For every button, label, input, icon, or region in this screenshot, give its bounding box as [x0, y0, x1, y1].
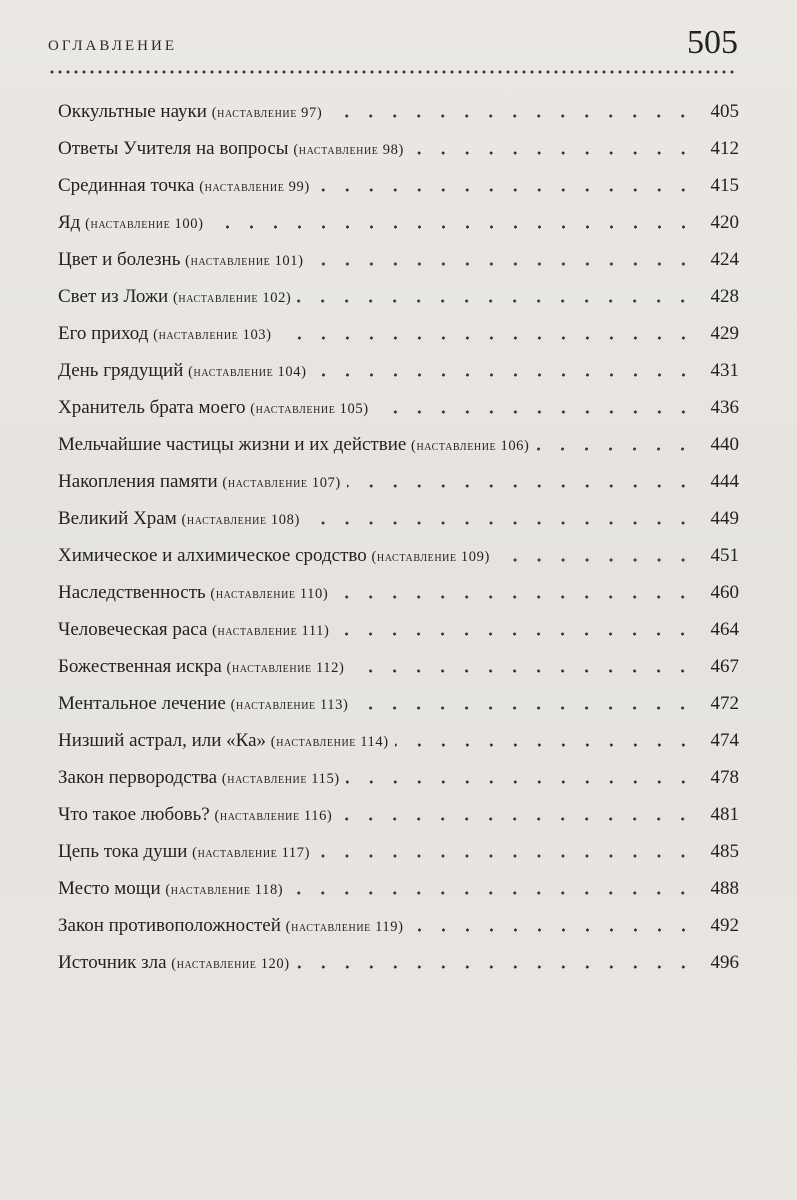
toc-entry-note: (наставление 119) [285, 919, 404, 935]
toc-entry-note: (наставление 120) [171, 956, 290, 972]
toc-entry-title [58, 352, 309, 391]
dotted-header-rule [48, 70, 738, 74]
toc-entry-page: 478 [710, 767, 739, 788]
running-head [48, 24, 738, 70]
dot-leader [316, 854, 695, 858]
toc-entry-note: (наставление 105) [250, 401, 369, 417]
toc-entry [58, 389, 739, 426]
toc-entry-page: 467 [710, 656, 739, 677]
toc-entry-title-text: Закон противоположностей [58, 915, 281, 936]
dot-leader [535, 447, 695, 451]
toc-entry-note: (наставление 115) [221, 771, 340, 787]
toc-entry-page: 449 [710, 508, 739, 529]
toc-entry-title-text: Его приход [58, 323, 149, 344]
toc-entry-note: (наставление 102) [172, 290, 292, 306]
dot-leader [395, 743, 695, 747]
toc-entry-title [58, 870, 285, 909]
dot-leader [313, 373, 695, 377]
toc-entry [58, 463, 739, 500]
dot-leader [328, 114, 695, 118]
toc-entry-note: (наставление 98) [293, 142, 404, 158]
toc-entry-title [58, 722, 391, 761]
toc-entry-page: 460 [710, 582, 739, 603]
toc-entry-note: (наставление 107) [222, 475, 341, 491]
dot-leader [375, 410, 695, 414]
toc-entry [58, 574, 739, 611]
toc-entry-title [58, 574, 330, 613]
toc-entry-title [58, 463, 343, 502]
toc-entry [58, 722, 739, 759]
toc-entry-note: (наставление 101) [185, 253, 304, 269]
dot-leader [289, 891, 695, 895]
toc-entry-page: 440 [710, 434, 739, 455]
toc-entry-title-text: Свет из Ложи [58, 286, 169, 307]
toc-entry-title [58, 278, 293, 317]
toc-entry-page: 436 [710, 397, 739, 418]
dot-leader [297, 299, 695, 303]
toc-entry-note: (наставление 106) [411, 438, 530, 454]
toc-entry-page: 451 [710, 545, 739, 566]
toc-entry-page: 428 [710, 286, 739, 307]
toc-entry-note: (наставление 97) [211, 105, 323, 121]
toc-entry-note: (наставление 108) [181, 512, 300, 528]
page-number: 505 [687, 24, 738, 61]
toc-entry-title-text: Великий Храм [58, 508, 177, 529]
toc-entry-note: (наставление 109) [371, 549, 490, 565]
dot-leader [334, 595, 695, 599]
toc-entry-title [58, 759, 342, 798]
toc-entry-note: (наставление 99) [199, 179, 310, 195]
toc-entry-page: 431 [710, 360, 739, 381]
toc-entry-page: 405 [710, 101, 739, 122]
toc-entry-page: 472 [710, 693, 739, 714]
toc-entry [58, 500, 739, 537]
toc-entry-title [58, 611, 331, 650]
toc-entry-page: 415 [710, 175, 739, 196]
toc-entry-title-text: Наследственность [58, 582, 206, 603]
dot-leader [310, 262, 695, 266]
dot-leader [335, 632, 695, 636]
toc-entry-title-text: Цепь тока души [58, 841, 188, 862]
toc-entry-title [58, 796, 334, 835]
dot-leader [410, 151, 695, 155]
toc-entry [58, 537, 739, 574]
toc-entry-page: 485 [710, 841, 739, 862]
toc-entry-title-text: Закон первородства [58, 767, 218, 788]
dot-leader [316, 188, 695, 192]
toc-entry-note: (наставление 100) [85, 216, 204, 232]
toc-entry-note: (наставление 111) [212, 623, 330, 639]
toc-entry-page: 464 [710, 619, 739, 640]
toc-entry-title [58, 426, 531, 465]
toc-entry-title-text: Яд [58, 212, 81, 233]
toc-entry-page: 424 [710, 249, 739, 270]
toc-entry-title-text: Ответы Учителя на вопросы [58, 138, 289, 159]
toc-entry [58, 93, 739, 130]
dot-leader [306, 521, 695, 525]
toc-entry-title-text: Источник зла [58, 952, 167, 973]
toc-entry-title [58, 204, 206, 243]
toc-entry [58, 907, 739, 944]
toc-entry [58, 204, 739, 241]
dot-leader [496, 558, 695, 562]
toc-entry-page: 474 [710, 730, 739, 751]
toc-entry-title-text: Мельчайшие частицы жизни и их действие [58, 434, 407, 455]
toc-entry-page: 412 [710, 138, 739, 159]
toc-entry-title-text: Цвет и болезнь [58, 249, 181, 270]
toc-entry [58, 759, 739, 796]
toc-entry [58, 648, 739, 685]
section-title: ОГЛАВЛЕНИЕ [48, 38, 177, 54]
toc-entry [58, 315, 739, 352]
toc-entry-title [58, 241, 306, 280]
toc-entry [58, 352, 739, 389]
toc-entry-title-text: Божественная искра [58, 656, 222, 677]
toc-entry [58, 944, 739, 981]
toc-entry-title-text: Накопления памяти [58, 471, 218, 492]
toc-entry-note: (наставление 117) [192, 845, 311, 861]
table-of-contents [58, 93, 739, 981]
toc-entry-page: 444 [710, 471, 739, 492]
toc-entry [58, 870, 739, 907]
dot-leader [296, 965, 695, 969]
toc-entry-title [58, 315, 274, 354]
toc-entry-title [58, 944, 292, 983]
toc-entry-title [58, 500, 302, 539]
toc-entry-title [58, 93, 324, 132]
toc-entry-title [58, 130, 406, 169]
toc-entry-title-text: Ментальное лечение [58, 693, 226, 714]
toc-entry-page: 488 [710, 878, 739, 899]
toc-entry-title-text: День грядущий [58, 360, 184, 381]
toc-entry-title-text: Хранитель брата моего [58, 397, 246, 418]
dot-leader [354, 706, 695, 710]
toc-entry-title [58, 648, 346, 687]
toc-entry [58, 278, 739, 315]
toc-entry [58, 130, 739, 167]
toc-entry-page: 420 [710, 212, 739, 233]
toc-entry-title [58, 537, 492, 576]
dot-leader [338, 817, 695, 821]
toc-entry [58, 241, 739, 278]
toc-entry [58, 426, 739, 463]
toc-entry-note: (наставление 116) [214, 808, 333, 824]
toc-entry-note: (наставление 114) [270, 734, 389, 750]
toc-entry-title-text: Низший астрал, или «Ка» [58, 730, 267, 751]
dot-leader [347, 484, 695, 488]
toc-entry-title [58, 907, 406, 946]
toc-entry-title-text: Что такое любовь? [58, 804, 210, 825]
toc-entry-page: 496 [710, 952, 739, 973]
toc-entry-page: 481 [710, 804, 739, 825]
dot-leader [210, 225, 695, 229]
toc-entry-page: 429 [710, 323, 739, 344]
toc-entry-note: (наставление 103) [153, 327, 272, 343]
toc-entry-note: (наставление 110) [210, 586, 329, 602]
toc-entry [58, 685, 739, 722]
toc-entry-title-text: Оккультные науки [58, 101, 207, 122]
toc-entry-note: (наставление 118) [165, 882, 284, 898]
toc-entry-title-text: Место мощи [58, 878, 161, 899]
toc-entry-title [58, 167, 312, 206]
toc-entry [58, 796, 739, 833]
toc-entry-title [58, 389, 371, 428]
dot-leader [410, 928, 695, 932]
toc-entry-title-text: Химическое и алхимическое сродство [58, 545, 367, 566]
dot-leader [346, 780, 695, 784]
dot-leader [350, 669, 695, 673]
toc-entry-title-text: Срединная точка [58, 175, 195, 196]
toc-entry [58, 167, 739, 204]
toc-entry-note: (наставление 112) [226, 660, 345, 676]
toc-entry-note: (наставление 104) [188, 364, 307, 380]
toc-entry-title [58, 685, 350, 724]
toc-entry [58, 833, 739, 870]
toc-entry-title-text: Человеческая раса [58, 619, 208, 640]
toc-entry-title [58, 833, 312, 872]
toc-entry-note: (наставление 113) [230, 697, 349, 713]
toc-entry-page: 492 [710, 915, 739, 936]
toc-entry [58, 611, 739, 648]
dot-leader [278, 336, 695, 340]
